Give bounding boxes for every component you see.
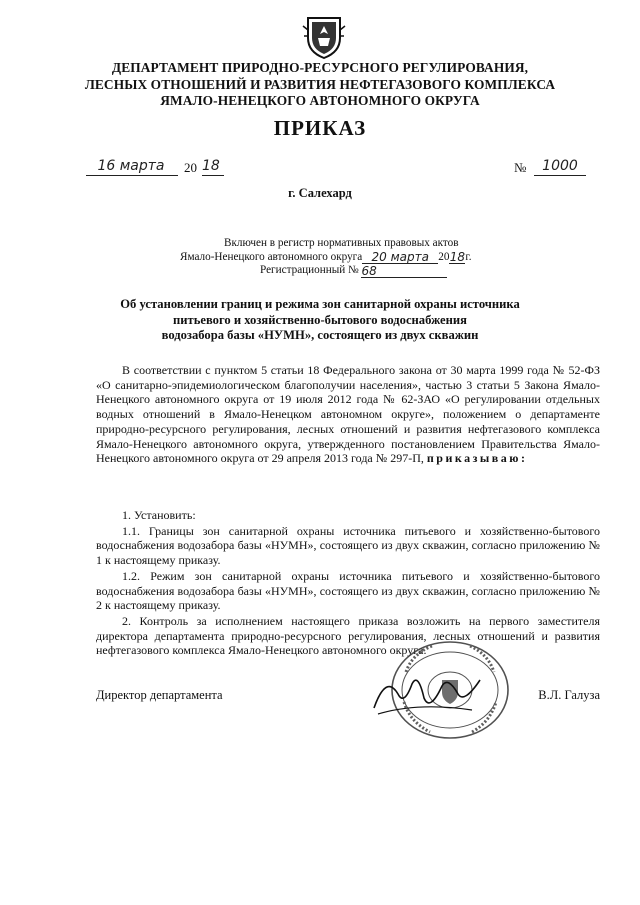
registration-date-field: [362, 251, 438, 264]
number-sign: №: [514, 160, 527, 175]
number-underline: [534, 175, 586, 176]
preamble-paragraph: [96, 363, 600, 466]
order-item: 1. Установить:: [122, 508, 196, 522]
registration-year-prefix: 20: [438, 250, 450, 263]
handwritten-signature: [368, 664, 488, 724]
registration-year-field: [449, 251, 465, 264]
department-name: [60, 60, 580, 110]
registration-date: 20 марта: [371, 250, 429, 264]
department-line: ДЕПАРТАМЕНТ ПРИРОДНО-РЕСУРСНОГО РЕГУЛИРОВАНИЯ,: [111, 60, 529, 75]
order-item: 2. Контроль за исполнением настоящего приказа возложить на первого заместителя директора департамента природно-ресурсного регулирования, лесных отношений и развития нефтегазового комплекса Ямало-Ненецкого автономного округа.: [96, 613, 600, 658]
signatory-title: Директор департамента: [96, 688, 223, 702]
order-directive: приказываю:: [426, 451, 528, 466]
order-number: 1000: [542, 158, 578, 174]
document-type-title: ПРИКАЗ: [273, 116, 367, 140]
registration-line-3: [180, 264, 540, 278]
date-number-row: [86, 158, 606, 182]
preamble-text: В соответствии с пунктом 5 статьи 18 Федерального закона от 30 марта 1999 года № 52-ФЗ «О санитарно-эпидемиологическом благополучии населения», частью 3 статьи 5 Закона Ямало-Ненецкого автономного округа от 19 июля 2012 года № 62-ЗАО «О регулировании отдельных водных отношений в Ямало-Ненецком автономном округе», положением о департаменте природно-ресурсного регулирования, лесных отношений и развития нефтегазового комплекса Ямало-Ненецкого автономного округа, утвержденного постановлением Правительства Ямало-Ненецкого автономного округа от 29 апреля 2013 года № 297-П,: [96, 363, 600, 466]
registration-year: 18: [449, 250, 466, 264]
order-subject: [70, 297, 570, 344]
department-line: ЛЕСНЫХ ОТНОШЕНИЙ И РАЗВИТИЯ НЕФТЕГАЗОВОГО КОМПЛЕКСА: [84, 76, 556, 92]
subject-line: питьевого и хозяйственно-бытового водоснабжения: [173, 312, 467, 327]
signatory-name: В.Л. Галуза: [538, 688, 600, 702]
subject-line: Об установлении границ и режима зон санитарной охраны источника: [120, 297, 520, 311]
registration-line-1: Включен в регистр нормативных правовых актов: [224, 237, 459, 249]
registration-number-field: [361, 265, 447, 278]
date-underline: [86, 175, 178, 176]
year-underline: [202, 175, 224, 176]
order-date-year-prefix: 20: [184, 160, 197, 175]
order-date-day: 16 марта: [97, 158, 165, 174]
registration-number-label: Регистрационный №: [260, 264, 359, 276]
subject-line: водозабора базы «НУМН», состоящего из двух скважин: [161, 328, 479, 342]
order-item: 1.2. Режим зон санитарной охраны источника питьевого и хозяйственно-бытового водоснабжения водозабора базы «НУМН», состоящего из двух скважин, согласно приложению № 2 к настоящему приказу.: [96, 568, 600, 613]
registration-block: [180, 237, 540, 278]
order-item: 1.1. Границы зон санитарной охраны источника питьевого и хозяйственно-бытового водоснабжения водозабора базы «НУМН», состоящего из двух скважин, согласно приложению № 1 к настоящему приказу.: [96, 523, 600, 568]
registration-line-2: [180, 251, 540, 265]
registration-year-suffix: г.: [465, 250, 472, 263]
registration-number: 68: [361, 263, 377, 278]
coat-of-arms-emblem-icon: [300, 12, 348, 60]
registration-region: Ямало-Ненецкого автономного округа: [180, 250, 363, 263]
order-items: [96, 508, 600, 658]
order-date-year: 18: [202, 158, 220, 174]
city-name: г. Салехард: [288, 186, 352, 200]
department-line: ЯМАЛО-НЕНЕЦКОГО АВТОНОМНОГО ОКРУГА: [160, 93, 480, 108]
